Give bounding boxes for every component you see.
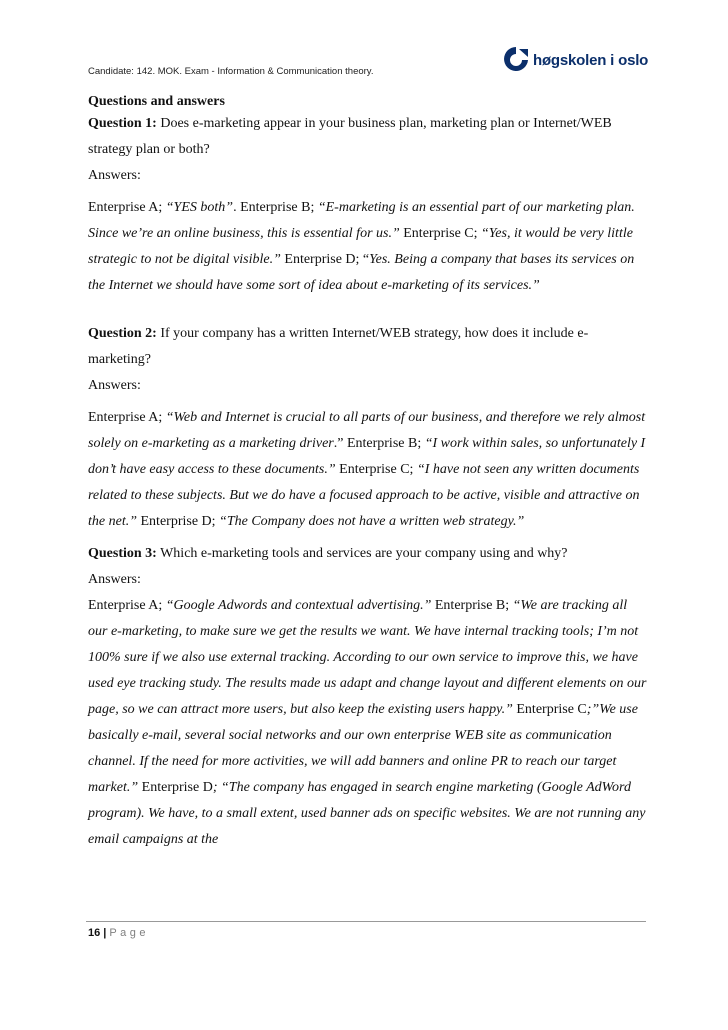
document-header: Candidate: 142. MOK. Exam - Information & Communication theory. (88, 66, 374, 77)
logo-text: høgskolen i oslo (533, 51, 649, 69)
question-3-label: Question 3: (88, 546, 157, 561)
footer-separator: | (103, 927, 107, 939)
enterprise-a-quote: “Web and Internet is crucial to all parts of our business, and therefore we rely almost solely on e-marketing as a marketing driver (88, 410, 646, 451)
question-1-label: Question 1: (88, 116, 157, 131)
enterprise-a-label: Enterprise A; (88, 410, 166, 425)
question-2-label: Question 2: (88, 326, 157, 341)
answer-block-2 (88, 405, 648, 535)
question-3 (88, 541, 648, 567)
university-logo (502, 44, 648, 76)
enterprise-d-label: Enterprise D; “ (280, 252, 370, 267)
enterprise-c-label: Enterprise C (512, 702, 587, 717)
answers-label: Answers: (88, 168, 141, 183)
answer-block-1 (88, 195, 648, 299)
footer-divider (86, 921, 646, 922)
enterprise-d-quote: ; “The company has engaged in search engine marketing (Google AdWord program). We have, to a small extent, used banner ads on specific websites. We are not running any email campaigns at the (88, 780, 646, 847)
question-2 (88, 321, 648, 373)
enterprise-c-quote: ;”We use basically e-mail, several social networks and our own enterprise WEB site as communication channel. If the need for more activities, we will add banners and online PR to reach our target market.” (88, 702, 638, 795)
document-body (88, 93, 648, 853)
enterprise-b-label: Enterprise B; (431, 598, 513, 613)
enterprise-d-label: Enterprise D (138, 780, 213, 795)
page-footer (88, 927, 149, 939)
answers-label: Answers: (88, 572, 141, 587)
question-1-text: Does e-marketing appear in your business plan, marketing plan or Internet/WEB strategy plan or both? (88, 116, 612, 157)
question-3-text: Which e-marketing tools and services are your company using and why? (156, 546, 568, 561)
question-2-text: If your company has a written Internet/WEB strategy, how does it include e-marketing? (88, 326, 589, 367)
hioa-logo-icon (502, 44, 530, 76)
enterprise-b-label: . Enterprise B; (233, 200, 318, 215)
enterprise-c-quote: “Yes, it would be very little strategic to not be digital visible.” (88, 226, 633, 267)
page-word: Page (109, 927, 150, 939)
enterprise-d-quote: “The Company does not have a written web strategy.” (219, 514, 525, 529)
enterprise-c-quote: “I have not seen any written documents related to these subjects. But we do have a focused approach to be active, visible and attractive on the net.” (88, 462, 640, 529)
enterprise-a-label: Enterprise A; (88, 598, 166, 613)
enterprise-a-label: Enterprise A; (88, 200, 166, 215)
enterprise-d-quote: Yes. Being a company that bases its services on the Internet we should have some sort of idea about e-marketing of its services.” (88, 252, 635, 293)
answers-label: Answers: (88, 378, 141, 393)
enterprise-c-label: Enterprise C; (399, 226, 482, 241)
enterprise-c-label: Enterprise C; (335, 462, 417, 477)
enterprise-a-quote: “Google Adwords and contextual advertising.” (165, 598, 432, 613)
enterprise-d-label: Enterprise D; (137, 514, 220, 529)
answer-block-3 (88, 593, 648, 853)
enterprise-b-quote: “E-marketing is an essential part of our marketing plan. Since we’re an online business, this is essential for us.” (88, 200, 635, 241)
section-title: Questions and answers (88, 94, 225, 109)
page-number: 16 (88, 927, 101, 939)
enterprise-b-label: .” Enterprise B; (333, 436, 425, 451)
question-1 (88, 111, 648, 163)
enterprise-b-quote: “I work within sales, so unfortunately I don’t have easy access to these documents.” (88, 436, 646, 477)
enterprise-b-quote: “We are tracking all our e-marketing, to make sure we get the results we want. We have internal tracking tools; I’m not 100% sure if we also use external tracking. According to our own service to improve this, we have used eye tracking study. The results made us adapt and change layout and different elements on our page, so we can attract more users, but also keep the existing users happy.” (88, 598, 647, 717)
enterprise-a-quote: “YES both” (165, 200, 234, 215)
